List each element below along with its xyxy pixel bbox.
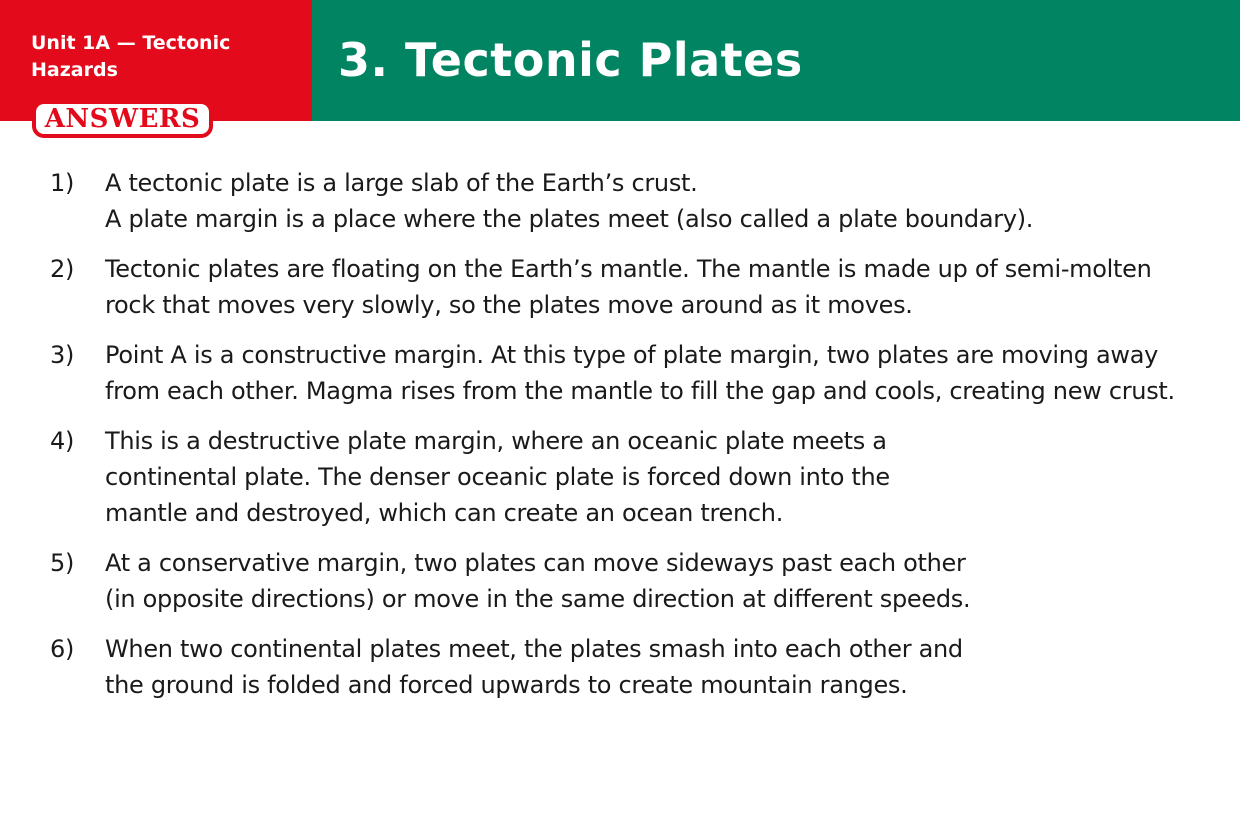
answer-text-line: When two continental plates meet, the plates smash into each other and (105, 635, 963, 663)
answer-text-line: (in opposite directions) or move in the same direction at different speeds. (105, 585, 971, 613)
answer-text-line: rock that moves very slowly, so the plates move around as it moves. (105, 291, 913, 319)
answer-item (0, 545, 1240, 617)
answer-number: 1) (50, 169, 75, 197)
answer-text-line: Tectonic plates are floating on the Earth’s mantle. The mantle is made up of semi-molten (105, 255, 1152, 283)
title-banner (312, 0, 1240, 121)
answer-text-line: the ground is folded and forced upwards to create mountain ranges. (105, 671, 908, 699)
answer-text-line: mantle and destroyed, which can create an ocean trench. (105, 499, 784, 527)
answers-badge: ANSWERS (32, 100, 213, 138)
answer-item (0, 423, 1240, 531)
answer-number: 3) (50, 341, 75, 369)
answer-text-line: A tectonic plate is a large slab of the Earth’s crust. (105, 169, 698, 197)
answer-text-line: from each other. Magma rises from the mantle to fill the gap and cools, creating new crust. (105, 377, 1175, 405)
answer-text-line: At a conservative margin, two plates can move sideways past each other (105, 549, 966, 577)
page-header (0, 0, 1240, 134)
answer-text-line: A plate margin is a place where the plates meet (also called a plate boundary). (105, 205, 1034, 233)
answer-text-line: continental plate. The denser oceanic plate is forced down into the (105, 463, 890, 491)
answer-item (0, 165, 1240, 237)
answer-text-line: Point A is a constructive margin. At this type of plate margin, two plates are moving away (105, 341, 1159, 369)
unit-title (31, 30, 291, 84)
unit-title-line-2: Hazards (31, 59, 118, 81)
answer-number: 2) (50, 255, 75, 283)
answer-item (0, 337, 1240, 409)
unit-title-line-1: Unit 1A — Tectonic (31, 32, 231, 54)
answer-item (0, 631, 1240, 703)
answer-item (0, 251, 1240, 323)
answers-list (0, 165, 1240, 717)
answer-text-line: This is a destructive plate margin, where an oceanic plate meets a (105, 427, 887, 455)
answer-number: 4) (50, 427, 75, 455)
answer-number: 6) (50, 635, 75, 663)
answer-number: 5) (50, 549, 75, 577)
page-title: 3. Tectonic Plates (338, 33, 803, 87)
